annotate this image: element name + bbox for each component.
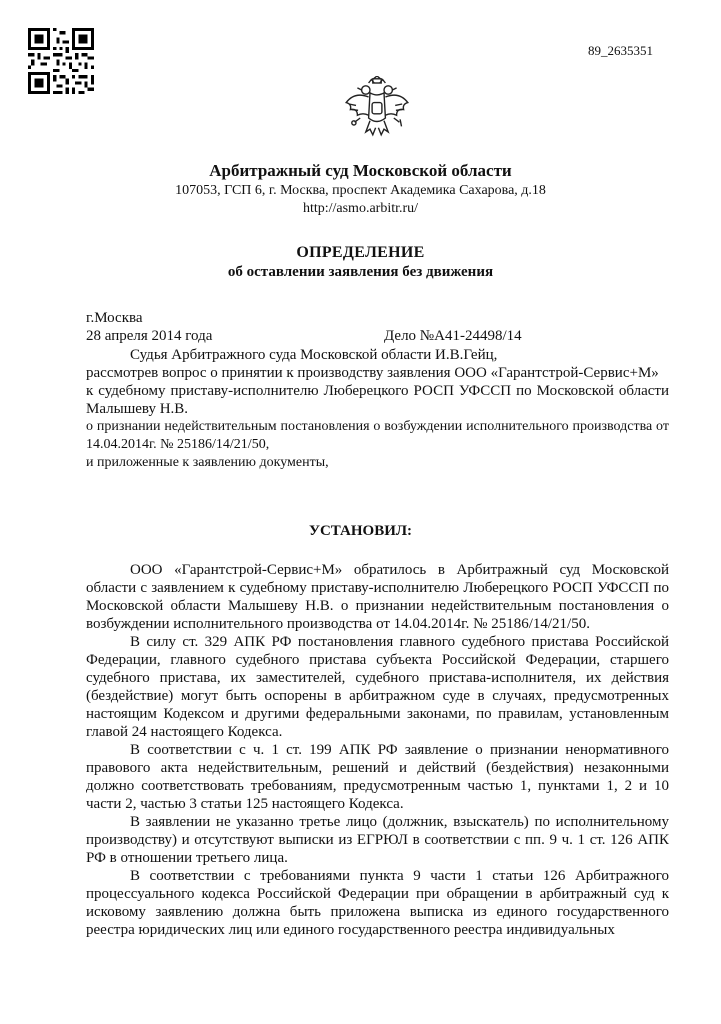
paragraph: ООО «Гарантстрой-Сервис+М» обратилось в Арбитражный суд Московской области с заявлением к судебному приставу-исполнителю Люберецкого РОСП УФССП по Московской области Малышеву Н.В. о признании недействительным постановления о возбуждении исполнительного производства от 14.04.2014г. № 25186/14/21/50. [86,562,669,632]
intro-judge: Судья Арбитражного суда Московской области И.В.Гейц, [130,347,498,363]
intro-attachments: и приложенные к заявлению документы, [86,455,329,470]
case-number: Дело №А41-24498/14 [384,328,522,344]
intro-block [86,346,669,472]
coat-of-arms-icon [342,76,412,146]
place: г.Москва [86,310,143,326]
qr-code [28,28,94,94]
court-website: http://asmo.arbitr.ru/ [302,201,419,216]
paragraph: В заявлении не указанно третье лицо (должник, взыскатель) по исполнительному производству) и отсутствуют выписки из ЕГРЮЛ в соответствии с пп. 9 ч. 1 ст. 126 АПК РФ в отношении третьего лица. [86,814,669,866]
paragraph: В соответствии с ч. 1 ст. 199 АПК РФ заявление о признании ненормативного правового акта недействительным, решений и действий (бездействия) незаконными должно соответствовать требованиям, предусмотренным частью 1, пунктами 1, 2 и 10 части 2, частью 3 статьи 125 настоящего Кодекса. [86,742,669,812]
main-text [86,561,669,939]
document-id: 89_2635351 [588,43,653,58]
paragraph: В силу ст. 329 АПК РФ постановления главного судебного пристава Российской Федерации, главного судебного пристава субъекта Российской Федерации, старшего судебного пристава, их заместителей, судебного пристава-исполнителя, их действия (бездействие) могут быть оспорены в арбитражном суде в случаях, предусмотренных настоящим Кодексом и другими федеральными законами, по правилам, установленным главой 24 настоящего Кодекса. [86,634,669,740]
intro-subject: о признании недействительным постановления о возбуждении исполнительного производства от 14.04.2014г. № 25186/14/21/50, [86,419,669,452]
document-subtitle: об оставлении заявления без движения [227,264,494,280]
intro-applicant: рассмотрев вопрос о принятии к производству заявления ООО «Гарантстрой-Сервис+М» [86,365,659,381]
court-address: 107053, ГСП 6, г. Москва, проспект Академика Сахарова, д.18 [175,183,546,198]
paragraph: В соответствии с требованиями пункта 9 части 1 статьи 126 Арбитражного процессуального кодекса Российской Федерации при обращении в арбитражный суд к исковому заявлению должна быть приложена выписка из единого государственного реестра юридических лиц или единого государственного реестра индивидуальных [86,868,669,938]
document-title: ОПРЕДЕЛЕНИЕ [296,244,425,261]
established-heading: УСТАНОВИЛ: [308,523,413,539]
court-name: Арбитражный суд Московской области [209,161,512,180]
intro-respondent: к судебному приставу-исполнителю Люберецкого РОСП УФССП по Московской области Малышеву Н.В. [86,383,669,417]
document-date: 28 апреля 2014 года [86,328,213,344]
